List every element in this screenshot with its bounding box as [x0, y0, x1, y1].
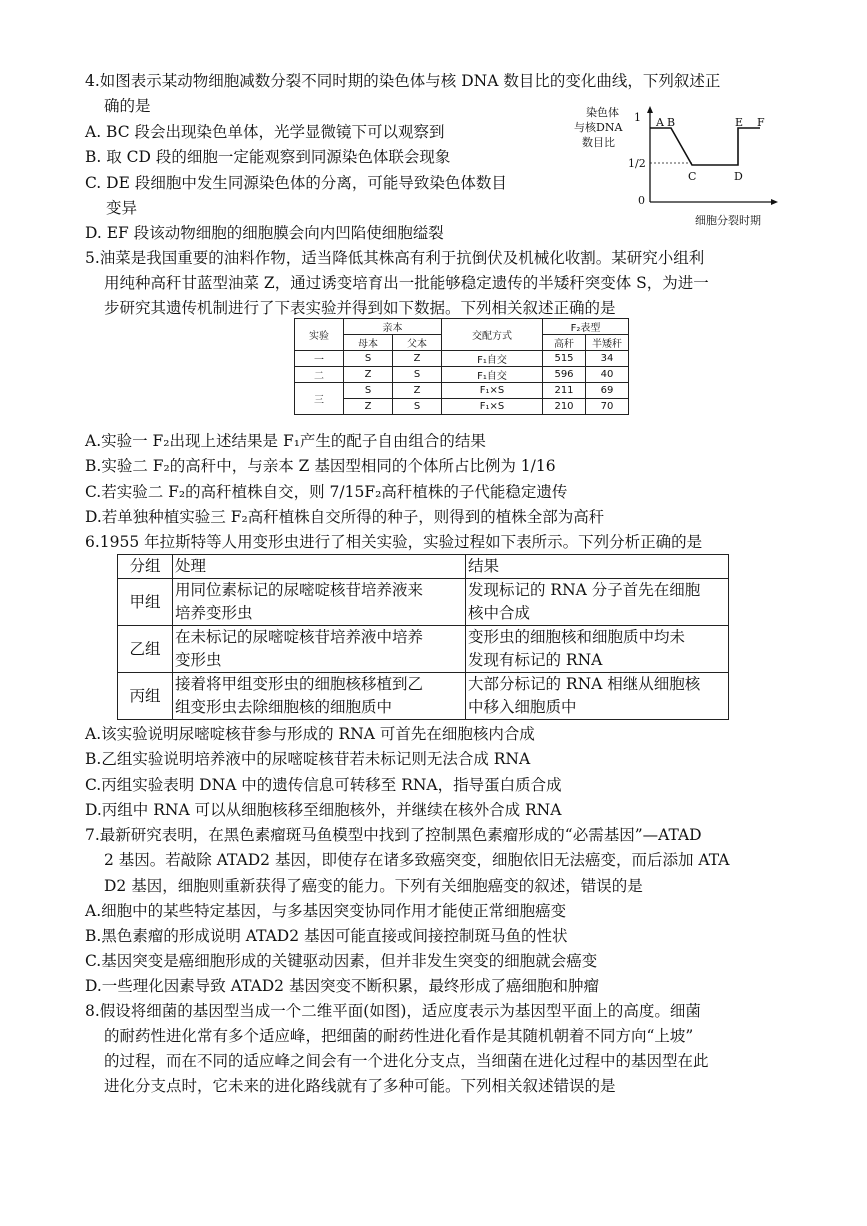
t5-h-mating: 交配方式 [442, 319, 543, 351]
t6-h-group: 分组 [118, 555, 173, 579]
q8-stem-line1: 8.假设将细菌的基因型当成一个二维平面(如图)，适应度表示为基因型平面上的高度。细菌 [85, 1002, 701, 1020]
t5-h-father: 父本 [393, 335, 442, 351]
graph-x-arrow [771, 199, 778, 205]
q4-option-c-line1: C. DE 段细胞中发生同源染色体的分离，可能导致染色体数目 [85, 174, 507, 192]
table-row: 一 S Z F₁自交 515 34 [295, 351, 629, 367]
q4-stem-line1: 4.如图表示某动物细胞减数分裂不同时期的染色体与核 DNA 数目比的变化曲线，下列叙述正 [85, 72, 721, 90]
q5-stem-line2: 用纯种高秆甘蓝型油菜 Z，通过诱变培育出一批能够稳定遗传的半矮秆突变体 S，为进一 [104, 274, 709, 292]
q7-option-c: C.基因突变是癌细胞形成的关键驱动因素，但并非发生突变的细胞就会癌变 [85, 952, 598, 970]
t5-h-tall: 高秆 [543, 335, 586, 351]
t5-h-exp: 实验 [295, 319, 344, 351]
q5-stem-line3: 步研究其遗传机制进行了下表实验并得到如下数据。下列相关叙述正确的是 [104, 299, 616, 317]
q7-stem-line1: 7.最新研究表明，在黑色素瘤斑马鱼模型中找到了控制黑色素瘤形成的“必需基因”—ATAD [85, 826, 702, 844]
graph-origin: 0 [638, 194, 645, 207]
table-row: 二 Z S F₁自交 596 40 [295, 367, 629, 383]
q7-option-d: D.一些理化因素导致 ATAD2 基因突变不断积累，最终形成了癌细胞和肿瘤 [85, 977, 599, 995]
q4-option-a: A. BC 段会出现染色单体，光学显微镜下可以观察到 [85, 123, 445, 141]
q7-option-a: A.细胞中的某些特定基因，与多基因突变协同作用才能使正常细胞癌变 [85, 902, 567, 920]
graph-ylabel-1: 染色体 [586, 106, 619, 119]
q7-stem-line3: D2 基因，细胞则重新获得了癌变的能力。下列有关细胞癌变的叙述，错误的是 [104, 877, 643, 895]
table-row: 三 S Z F₁×S 211 69 [295, 383, 629, 399]
q6-table [117, 554, 729, 720]
t5-exp2: 二 [295, 367, 344, 383]
graph-point-c: C [688, 170, 697, 183]
table-row: Z S F₁×S 210 70 [295, 399, 629, 415]
q8-stem-line3: 的过程，而在不同的适应峰之间会有一个进化分支点，当细菌在进化过程中的基因型在此 [104, 1052, 709, 1070]
table-row: 丙组 接着将甲组变形虫的细胞核移植到乙 组变形虫去除细胞核的细胞质中 大部分标记的 RNA 相继从细胞核 中移入细胞质中 [118, 673, 729, 720]
graph-ytick-1: 1 [634, 111, 641, 124]
t6-h-result: 结果 [466, 555, 729, 579]
graph-point-e: E [735, 116, 744, 129]
q5-table [294, 318, 629, 415]
q4-option-d: D. EF 段该动物细胞的细胞膜会向内凹陷使细胞缢裂 [85, 224, 444, 242]
graph-ylabel-2: 与核DNA [574, 121, 623, 134]
graph-point-f: F [757, 116, 765, 129]
q5-stem-line1: 5.油菜是我国重要的油料作物，适当降低其株高有利于抗倒伏及机械化收割。某研究小组利 [85, 249, 705, 267]
t6-h-treat: 处理 [173, 555, 466, 579]
q7-option-b: B.黑色素瘤的形成说明 ATAD2 基因可能直接或间接控制斑马鱼的性状 [85, 927, 568, 945]
q5-option-d: D.若单独种植实验三 F₂高秆植株自交所得的种子，则得到的植株全部为高秆 [85, 508, 605, 526]
graph-y-arrow [647, 106, 653, 113]
graph-xlabel: 细胞分裂时期 [695, 214, 761, 227]
t5-h-mother: 母本 [344, 335, 393, 351]
q6-option-a: A.该实验说明尿嘧啶核苷参与形成的 RNA 可首先在细胞核内合成 [85, 725, 535, 743]
table-row: 甲组 用同位素标记的尿嘧啶核苷培养液来 培养变形虫 发现标记的 RNA 分子首先在细胞 核中合成 [118, 579, 729, 626]
q7-stem-line2: 2 基因。若敲除 ATAD2 基因，即使存在诸多致癌突变，细胞依旧无法癌变，而后添加 ATA [104, 851, 730, 869]
t5-h-f2: F₂表型 [543, 319, 629, 335]
q5-option-c: C.若实验二 F₂的高秆植株自交，则 7/15F₂高秆植株的子代能稳定遗传 [85, 483, 568, 501]
graph-ytick-half: 1/2 [628, 157, 646, 170]
q5-option-b: B.实验二 F₂的高秆中，与亲本 Z 基因型相同的个体所占比例为 1/16 [85, 457, 556, 475]
t5-h-short: 半矮秆 [586, 335, 629, 351]
graph-point-b: B [667, 116, 676, 129]
graph-point-a: A [656, 116, 664, 129]
t5-exp1: 一 [295, 351, 344, 367]
q8-stem-line4: 进化分支点时，它未来的进化路线就有了多种可能。下列相关叙述错误的是 [104, 1077, 616, 1095]
q4-stem-line2: 确的是 [104, 97, 151, 115]
t5-exp3: 三 [295, 383, 344, 415]
q4-option-c-line2: 变异 [106, 199, 138, 217]
graph-point-d: D [734, 170, 743, 183]
q5-option-a: A.实验一 F₂出现上述结果是 F₁产生的配子自由组合的结果 [85, 432, 486, 450]
q6-option-d: D.丙组中 RNA 可以从细胞核移至细胞核外，并继续在核外合成 RNA [85, 801, 562, 819]
graph-ylabel-3: 数目比 [582, 136, 615, 149]
table-row: 乙组 在未标记的尿嘧啶核苷培养液中培养 变形虫 变形虫的细胞核和细胞质中均未 发现有标记的 RNA [118, 626, 729, 673]
t5-h-parents: 亲本 [344, 319, 442, 335]
q4-option-b: B. 取 CD 段的细胞一定能观察到同源染色体联会现象 [85, 148, 451, 166]
q6-stem-line1: 6.1955 年拉斯特等人用变形虫进行了相关实验，实验过程如下表所示。下列分析正确的是 [85, 533, 703, 551]
graph-curve [650, 128, 760, 165]
q8-stem-line2: 的耐药性进化常有多个适应峰，把细菌的耐药性进化看作是其随机朝着不同方向“上坡” [104, 1027, 694, 1045]
q4-ratio-graph [568, 104, 788, 228]
q6-option-b: B.乙组实验说明培养液中的尿嘧啶核苷若未标记则无法合成 RNA [85, 750, 531, 768]
q6-option-c: C.丙组实验表明 DNA 中的遗传信息可转移至 RNA，指导蛋白质合成 [85, 776, 562, 794]
